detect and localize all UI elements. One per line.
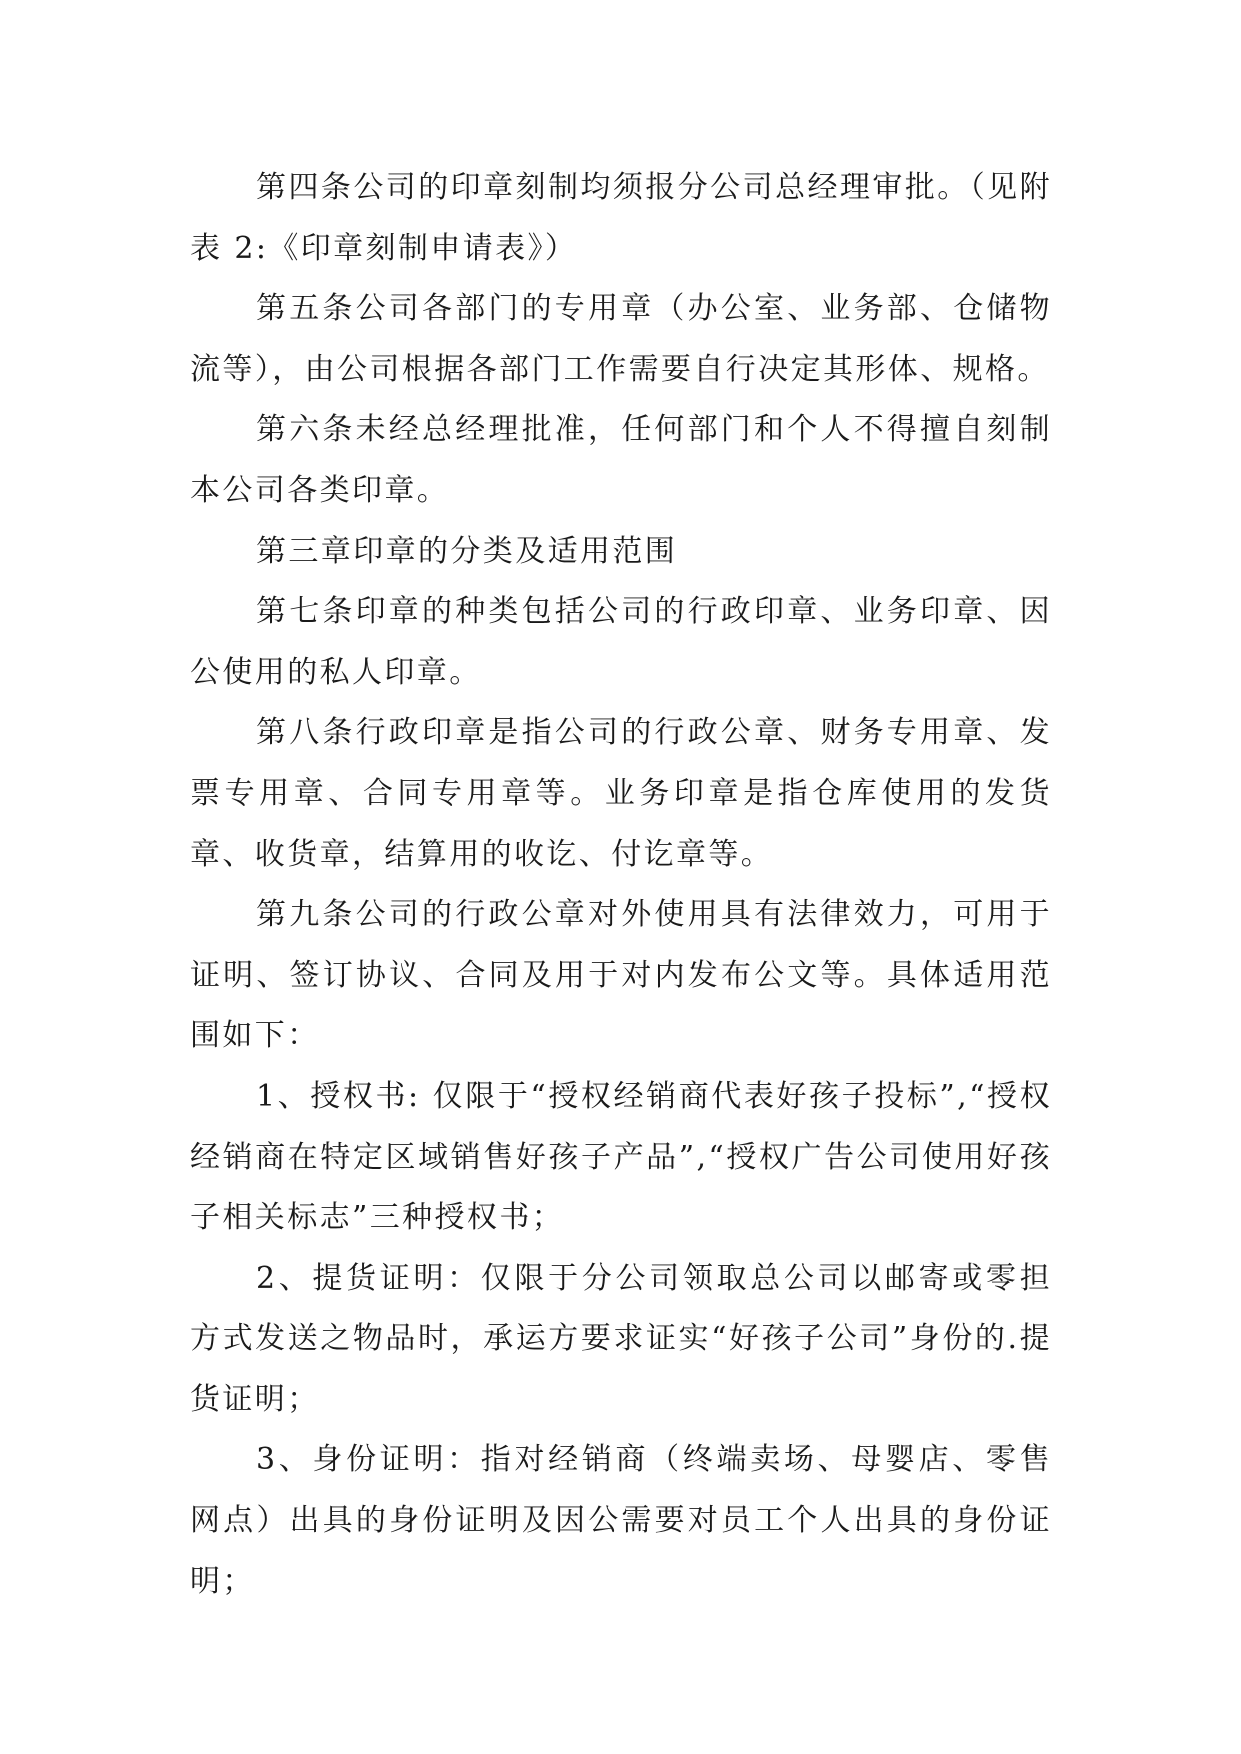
paragraph-article-6: 第六条未经总经理批准，任何部门和个人不得擅自刻制本公司各类印章。 xyxy=(190,412,1052,508)
chapter-3-heading: 第三章印章的分类及适用范围 xyxy=(256,533,678,569)
paragraph-article-7: 第七条印章的种类包括公司的行政印章、业务印章、因公使用的私人印章。 xyxy=(190,594,1052,690)
paragraph-article-8: 第八条行政印章是指公司的行政公章、财务专用章、发票专用章、合同专用章等。业务印章是指仓库使用的发货章、收货章，结算用的收讫、付讫章等。 xyxy=(190,715,1052,872)
paragraph-article-4: 第四条公司的印章刻制均须报分公司总经理审批。（见附表 2:《印章刻制申请表》） xyxy=(190,170,1052,266)
list-item-identity-proof: 3、身份证明：指对经销商（终端卖场、母婴店、零售网点）出具的身份证明及因公需要对员工个人出具的身份证明； xyxy=(190,1442,1052,1599)
list-item-authorization: 1、授权书: 仅限于“授权经销商代表好孩子投标”,“授权经销商在特定区域销售好孩子产品”,“授权广告公司使用好孩子相关标志”三种授权书； xyxy=(190,1078,1052,1236)
list-item-pickup-proof: 2、提货证明：仅限于分公司领取总公司以邮寄或零担方式发送之物品时，承运方要求证实“好孩子公司”身份的.提货证明； xyxy=(190,1260,1052,1417)
paragraph-article-5: 第五条公司各部门的专用章（办公室、业务部、仓储物流等），由公司根据各部门工作需要自行决定其形体、规格。 xyxy=(190,291,1052,387)
paragraph-article-9: 第九条公司的行政公章对外使用具有法律效力，可用于证明、签订协议、合同及用于对内发布公文等。具体适用范围如下： xyxy=(190,897,1052,1054)
document-body xyxy=(190,158,1052,1612)
